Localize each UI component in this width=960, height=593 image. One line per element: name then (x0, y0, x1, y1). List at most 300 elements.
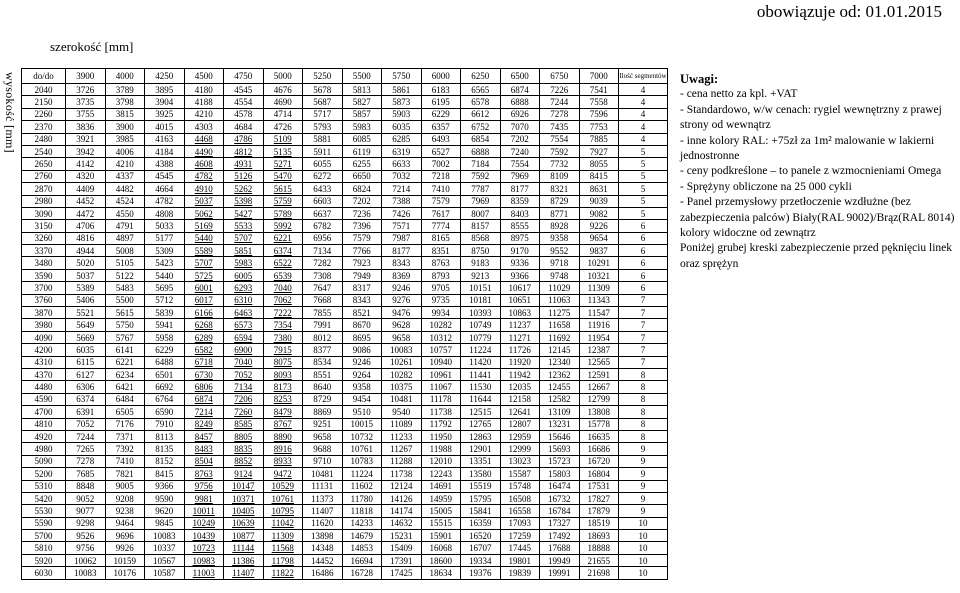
price-cell: 5615 (105, 307, 145, 319)
price-cell: 16732 (540, 492, 580, 504)
price-cell: 8551 (303, 368, 343, 380)
segments-cell: 10 (619, 567, 668, 579)
price-cell: 4210 (105, 158, 145, 170)
height-cell: 4090 (22, 331, 66, 343)
price-cell: 4726 (263, 121, 303, 133)
price-cell: 5750 (105, 319, 145, 331)
price-cell: 6055 (303, 158, 343, 170)
price-cell: 17879 (579, 505, 619, 517)
price-cell: 10639 (224, 517, 264, 529)
price-cell: 16558 (500, 505, 540, 517)
height-cell: 3090 (22, 207, 66, 219)
price-cell: 16520 (461, 530, 501, 542)
price-cell: 6692 (145, 381, 185, 393)
table-body (22, 84, 668, 580)
price-cell: 4676 (263, 84, 303, 96)
price-cell: 6505 (105, 406, 145, 418)
price-cell: 9658 (382, 331, 422, 343)
price-cell: 12591 (579, 368, 619, 380)
table-row (22, 84, 668, 96)
price-cell: 5020 (66, 257, 106, 269)
price-table (21, 68, 668, 580)
price-cell: 12515 (461, 406, 501, 418)
price-cell: 7596 (579, 108, 619, 120)
price-cell: 9540 (382, 406, 422, 418)
price-cell: 6578 (461, 96, 501, 108)
price-cell: 8869 (303, 406, 343, 418)
price-cell: 11144 (224, 542, 264, 554)
height-cell: 5200 (22, 468, 66, 480)
price-cell: 4664 (145, 183, 185, 195)
price-cell: 6782 (303, 220, 343, 232)
price-cell: 9526 (66, 530, 106, 542)
price-cell: 7558 (579, 96, 619, 108)
table-row (22, 195, 668, 207)
price-cell: 14632 (382, 517, 422, 529)
price-cell: 5037 (184, 195, 224, 207)
price-cell: 9039 (579, 195, 619, 207)
price-cell: 8568 (461, 232, 501, 244)
price-cell: 11441 (461, 368, 501, 380)
table-row (22, 108, 668, 120)
price-cell: 7380 (263, 331, 303, 343)
price-cell: 3735 (66, 96, 106, 108)
note-line: Poniżej grubej kreski zabezpieczenie przed pęknięciu linek oraz sprężyn (680, 242, 953, 270)
price-cell: 7062 (263, 294, 303, 306)
price-cell: 4180 (184, 84, 224, 96)
price-cell: 5470 (263, 170, 303, 182)
price-cell: 5793 (303, 121, 343, 133)
segments-cell: 5 (619, 195, 668, 207)
price-cell: 11950 (421, 430, 461, 442)
notes-panel (680, 72, 955, 272)
price-cell: 7244 (540, 96, 580, 108)
table-row (22, 468, 668, 480)
price-cell: 9358 (540, 232, 580, 244)
price-cell: 15795 (461, 492, 501, 504)
width-header-cell: 4500 (184, 69, 224, 84)
price-cell: 7915 (263, 344, 303, 356)
price-cell: 4812 (224, 145, 264, 157)
height-cell: 2040 (22, 84, 66, 96)
price-cell: 12035 (500, 381, 540, 393)
price-cell: 7579 (342, 232, 382, 244)
price-cell: 6565 (461, 84, 501, 96)
price-cell: 16728 (342, 567, 382, 579)
price-cell: 12455 (540, 381, 580, 393)
price-cell: 11920 (500, 356, 540, 368)
price-cell: 8457 (184, 430, 224, 442)
price-cell: 4452 (66, 195, 106, 207)
price-cell: 11224 (461, 344, 501, 356)
table-row (22, 542, 668, 554)
price-cell: 7923 (342, 257, 382, 269)
price-cell: 9718 (540, 257, 580, 269)
note-line: - ceny podkreślone – to panele z wzmocnieniami Omega (680, 165, 942, 178)
price-cell: 15515 (421, 517, 461, 529)
table-row (22, 381, 668, 393)
price-cell: 15841 (461, 505, 501, 517)
price-cell: 6119 (342, 145, 382, 157)
height-cell: 4590 (22, 393, 66, 405)
price-cell: 5105 (105, 257, 145, 269)
price-cell: 8483 (184, 443, 224, 455)
price-cell: 9696 (105, 530, 145, 542)
segments-cell: 10 (619, 530, 668, 542)
price-cell: 10375 (382, 381, 422, 393)
price-cell: 8351 (421, 245, 461, 257)
price-cell: 6590 (145, 406, 185, 418)
price-cell: 10312 (421, 331, 461, 343)
price-cell: 5262 (224, 183, 264, 195)
price-cell: 6463 (224, 307, 264, 319)
price-cell: 10863 (500, 307, 540, 319)
width-header-cell: 6500 (500, 69, 540, 84)
price-cell: 11063 (540, 294, 580, 306)
price-cell: 6229 (145, 344, 185, 356)
price-cell: 6484 (105, 393, 145, 405)
price-cell: 11822 (263, 567, 303, 579)
price-cell: 7240 (500, 145, 540, 157)
note-line: - Standardowo, w/w cenach: rygiel wewnętrzny z prawej strony od wewnątrz (680, 103, 942, 132)
price-cell: 11780 (342, 492, 382, 504)
price-cell: 9981 (184, 492, 224, 504)
price-cell: 14233 (342, 517, 382, 529)
price-cell: 4388 (145, 158, 185, 170)
price-cell: 9226 (579, 220, 619, 232)
table-row (22, 207, 668, 219)
price-cell: 5767 (105, 331, 145, 343)
price-cell: 10761 (263, 492, 303, 504)
table-row (22, 480, 668, 492)
price-cell: 5398 (224, 195, 264, 207)
segments-cell: 4 (619, 108, 668, 120)
price-cell: 6888 (461, 145, 501, 157)
price-cell: 8640 (303, 381, 343, 393)
table-row (22, 505, 668, 517)
price-cell: 3900 (105, 121, 145, 133)
price-cell: 6183 (421, 84, 461, 96)
price-cell: 5669 (66, 331, 106, 343)
price-cell: 8928 (540, 220, 580, 232)
price-cell: 9552 (540, 245, 580, 257)
height-cell: 3700 (22, 282, 66, 294)
table-row (22, 331, 668, 343)
price-cell: 11798 (263, 554, 303, 566)
price-cell: 8729 (540, 195, 580, 207)
segments-cell: 4 (619, 84, 668, 96)
price-cell: 15005 (421, 505, 461, 517)
segments-cell: 7 (619, 319, 668, 331)
price-cell: 8763 (421, 257, 461, 269)
price-cell: 6493 (421, 133, 461, 145)
price-cell: 12362 (540, 368, 580, 380)
price-cell: 17445 (500, 542, 540, 554)
price-cell: 13580 (461, 468, 501, 480)
price-cell: 17093 (500, 517, 540, 529)
price-cell: 5881 (303, 133, 343, 145)
price-cell: 10083 (145, 530, 185, 542)
price-cell: 15778 (579, 418, 619, 430)
price-cell: 10779 (461, 331, 501, 343)
price-cell: 18888 (579, 542, 619, 554)
segments-cell: 9 (619, 492, 668, 504)
table-row (22, 368, 668, 380)
price-cell: 3942 (66, 145, 106, 157)
price-cell: 6522 (263, 257, 303, 269)
width-header-cell: 4750 (224, 69, 264, 84)
price-cell: 9476 (382, 307, 422, 319)
height-cell: 2150 (22, 96, 66, 108)
price-cell: 7571 (382, 220, 422, 232)
price-cell: 6306 (66, 381, 106, 393)
price-cell: 7226 (540, 84, 580, 96)
table-row (22, 492, 668, 504)
note-line: - inne kolory RAL: +75zł za 1m² malowanie w lakierni jednostronne (680, 134, 935, 163)
price-cell: 10940 (421, 356, 461, 368)
height-axis-label: wysokość [mm] (3, 72, 17, 153)
price-cell: 5533 (224, 220, 264, 232)
price-cell: 4006 (105, 145, 145, 157)
price-cell: 9688 (303, 443, 343, 455)
price-cell: 7040 (224, 356, 264, 368)
width-header-cell: 6750 (540, 69, 580, 84)
segments-cell: 7 (619, 331, 668, 343)
price-cell: 8177 (500, 183, 540, 195)
height-cell: 4370 (22, 368, 66, 380)
price-cell: 10757 (421, 344, 461, 356)
price-cell: 16720 (579, 455, 619, 467)
price-cell: 15519 (461, 480, 501, 492)
price-cell: 3815 (105, 108, 145, 120)
price-cell: 5903 (382, 108, 422, 120)
price-cell: 21655 (579, 554, 619, 566)
price-cell: 8555 (500, 220, 540, 232)
price-cell: 12807 (500, 418, 540, 430)
price-cell: 11568 (263, 542, 303, 554)
segments-cell: 7 (619, 294, 668, 306)
price-cell: 6752 (461, 121, 501, 133)
price-cell: 5941 (145, 319, 185, 331)
price-cell: 5062 (184, 207, 224, 219)
price-cell: 9837 (579, 245, 619, 257)
price-cell: 12863 (461, 430, 501, 442)
segments-cell: 6 (619, 257, 668, 269)
price-cell: 7354 (263, 319, 303, 331)
price-cell: 7371 (105, 430, 145, 442)
price-cell: 6874 (500, 84, 540, 96)
price-cell: 7134 (303, 245, 343, 257)
table-row (22, 257, 668, 269)
price-cell: 17688 (540, 542, 580, 554)
price-cell: 3726 (66, 84, 106, 96)
height-cell: 3260 (22, 232, 66, 244)
segments-cell: 5 (619, 145, 668, 157)
price-cell: 8835 (224, 443, 264, 455)
price-cell: 6539 (263, 269, 303, 281)
price-cell: 7592 (461, 170, 501, 182)
table-row (22, 245, 668, 257)
price-cell: 8157 (461, 220, 501, 232)
price-cell: 5827 (342, 96, 382, 108)
height-cell: 5920 (22, 554, 66, 566)
price-cell: 9510 (342, 406, 382, 418)
price-cell: 19949 (540, 554, 580, 566)
segments-cell: 5 (619, 170, 668, 182)
price-cell: 7278 (540, 108, 580, 120)
price-cell: 7910 (145, 418, 185, 430)
price-cell: 9658 (303, 430, 343, 442)
price-cell: 4142 (66, 158, 106, 170)
price-cell: 3904 (145, 96, 185, 108)
price-cell: 16474 (540, 480, 580, 492)
width-header-cell: 7000 (579, 69, 619, 84)
price-cell: 11237 (500, 319, 540, 331)
table-row (22, 406, 668, 418)
price-cell: 17259 (500, 530, 540, 542)
price-cell: 9454 (342, 393, 382, 405)
table-row (22, 294, 668, 306)
price-cell: 6956 (303, 232, 343, 244)
price-cell: 19334 (461, 554, 501, 566)
price-cell: 6488 (145, 356, 185, 368)
price-cell: 9052 (66, 492, 106, 504)
price-cell: 7070 (500, 121, 540, 133)
price-cell: 11916 (579, 319, 619, 331)
price-cell: 5707 (224, 232, 264, 244)
price-cell: 12145 (540, 344, 580, 356)
price-cell: 10176 (105, 567, 145, 579)
price-cell: 11003 (184, 567, 224, 579)
price-cell: 9170 (500, 245, 540, 257)
width-header-cell: 4000 (105, 69, 145, 84)
price-cell: 4482 (105, 183, 145, 195)
table-row (22, 170, 668, 182)
segments-cell: 9 (619, 443, 668, 455)
height-cell: 3370 (22, 245, 66, 257)
price-cell: 7388 (382, 195, 422, 207)
price-cell: 7244 (66, 430, 106, 442)
price-cell: 8165 (421, 232, 461, 244)
price-cell: 8767 (263, 418, 303, 430)
price-cell: 8093 (263, 368, 303, 380)
segments-cell: 9 (619, 505, 668, 517)
price-cell: 5615 (263, 183, 303, 195)
price-cell: 7821 (105, 468, 145, 480)
price-cell: 6085 (342, 133, 382, 145)
price-cell: 9246 (382, 282, 422, 294)
price-cell: 5911 (303, 145, 343, 157)
price-cell: 9628 (382, 319, 422, 331)
height-cell: 5810 (22, 542, 66, 554)
price-cell: 11407 (303, 505, 343, 517)
price-cell: 9298 (66, 517, 106, 529)
segments-cell: 7 (619, 307, 668, 319)
price-cell: 4524 (105, 195, 145, 207)
segments-cell: 5 (619, 158, 668, 170)
price-cell: 8403 (500, 207, 540, 219)
price-cell: 10147 (224, 480, 264, 492)
price-cell: 7855 (303, 307, 343, 319)
price-cell: 10481 (382, 393, 422, 405)
price-cell: 11373 (303, 492, 343, 504)
segments-cell: 4 (619, 96, 668, 108)
price-cell: 8975 (500, 232, 540, 244)
price-cell: 8415 (145, 468, 185, 480)
price-cell: 6582 (184, 344, 224, 356)
price-cell: 11644 (461, 393, 501, 405)
price-cell: 7435 (540, 121, 580, 133)
table-row (22, 121, 668, 133)
price-cell: 6221 (105, 356, 145, 368)
price-cell: 6229 (421, 108, 461, 120)
price-cell: 7040 (263, 282, 303, 294)
price-cell: 7308 (303, 269, 343, 281)
price-cell: 6730 (184, 368, 224, 380)
price-cell: 4545 (224, 84, 264, 96)
price-cell: 7206 (224, 393, 264, 405)
price-cell: 14959 (421, 492, 461, 504)
price-cell: 5169 (184, 220, 224, 232)
price-cell: 11224 (342, 468, 382, 480)
table-row (22, 319, 668, 331)
price-cell: 12565 (579, 356, 619, 368)
price-cell: 5037 (66, 269, 106, 281)
height-cell: 5590 (22, 517, 66, 529)
price-cell: 6141 (105, 344, 145, 356)
price-cell: 5122 (105, 269, 145, 281)
table-row (22, 344, 668, 356)
price-cell: 15409 (382, 542, 422, 554)
price-cell: 4931 (224, 158, 264, 170)
price-cell: 12901 (461, 443, 501, 455)
price-cell: 5440 (145, 269, 185, 281)
price-cell: 7949 (342, 269, 382, 281)
price-cell: 10529 (263, 480, 303, 492)
price-cell: 13808 (579, 406, 619, 418)
price-cell: 6115 (66, 356, 106, 368)
price-cell: 7969 (461, 195, 501, 207)
price-cell: 7396 (342, 220, 382, 232)
price-cell: 7202 (342, 195, 382, 207)
price-cell: 10481 (303, 468, 343, 480)
price-cell: 6166 (184, 307, 224, 319)
price-cell: 19991 (540, 567, 580, 579)
segments-cell: 10 (619, 517, 668, 529)
price-cell: 9358 (342, 381, 382, 393)
price-cell: 6005 (224, 269, 264, 281)
price-cell: 8504 (184, 455, 224, 467)
price-cell: 9213 (461, 269, 501, 281)
price-cell: 4782 (184, 170, 224, 182)
price-cell: 7134 (224, 381, 264, 393)
price-cell: 10291 (579, 257, 619, 269)
price-cell: 10181 (461, 294, 501, 306)
table-row (22, 530, 668, 542)
height-cell: 5530 (22, 505, 66, 517)
price-cell: 7176 (105, 418, 145, 430)
price-cell: 10567 (145, 554, 185, 566)
price-cell: 3925 (145, 108, 185, 120)
price-cell: 12243 (421, 468, 461, 480)
price-cell: 4782 (145, 195, 185, 207)
price-cell: 9238 (105, 505, 145, 517)
price-cell: 5649 (66, 319, 106, 331)
price-cell: 4808 (145, 207, 185, 219)
width-axis-label: szerokość [mm] (50, 39, 134, 54)
price-cell: 5695 (145, 282, 185, 294)
price-cell: 9472 (263, 468, 303, 480)
